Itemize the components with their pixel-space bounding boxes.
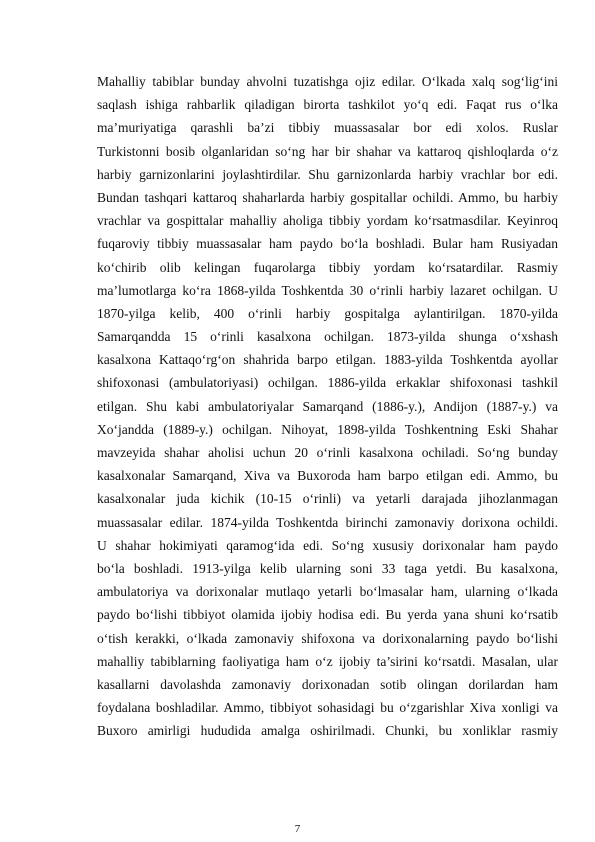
text-line: 1870-yilga kelib, 400 o‘rinli harbiy gospitalga aylantirilgan. 1870-yilda [97, 305, 558, 321]
text-line: Mahalliy tabiblar bunday ahvolni tuzatishga ojiz edilar. O‘lkada xalq sog‘lig‘ini [97, 74, 558, 89]
text-line: saqlash ishiga rahbarlik qiladigan birorta tashkilot yo‘q edi. Faqat rus o‘lka [97, 97, 558, 113]
body-text [97, 70, 558, 742]
text-line: Samarqandda 15 o‘rinli kasalxona ochilgan. 1873-yilda shunga o‘xshash [97, 329, 558, 345]
text-line: kasalxonalar juda kichik (10-15 o‘rinli) va yetarli darajada jihozlanmagan [97, 491, 558, 507]
text-line: paydo bo‘lishi tibbiyot olamida ijobiy hodisa edi. Bu yerda yana shuni ko‘rsatib [97, 607, 558, 623]
text-line: ambulatoriya va dorixonalar mutlaqo yetarli bo‘lmasalar ham, ularning o‘lkada [97, 584, 558, 600]
text-line: fuqaroviy tibbiy muassasalar ham paydo bo‘la boshladi. Bular ham Rusiyadan [97, 236, 558, 252]
text-line: ma’muriyatiga qarashli ba’zi tibbiy muassasalar bor edi xolos. Ruslar [97, 120, 558, 136]
text-line: etilgan. Shu kabi ambulatoriyalar Samarqand (1886-y.), Andijon (1887-y.) va [97, 398, 558, 414]
text-line: Xo‘jandda (1889-y.) ochilgan. Nihoyat, 1898-yilda Toshkentning Eski Shahar [97, 421, 558, 437]
text-line: shifoxonasi (ambulatoriyasi) ochilgan. 1886-yilda erkaklar shifoxonasi tashkil [97, 375, 558, 391]
text-line: ma’lumotlarga ko‘ra 1868-yilda Toshkentda 30 o‘rinli harbiy lazaret ochilgan. U [97, 282, 558, 298]
text-line: Turkistonni bosib olganlaridan so‘ng har bir shahar va kattaroq qishloqlarda o‘z [97, 143, 558, 159]
text-line: mahalliy tabiblarning faoliyatiga ham o‘z ijobiy ta’sirini ko‘rsatdi. Masalan, ular [97, 653, 558, 669]
text-line: ko‘chirib olib kelingan fuqarolarga tibbiy yordam ko‘rsatardilar. Rasmiy [97, 259, 558, 275]
text-line: Buxoro amirligi hududida amalga oshirilmadi. Chunki, bu xonliklar rasmiy [97, 723, 558, 739]
text-line: kasalxonalar Samarqand, Xiva va Buxoroda ham barpo etilgan edi. Ammo, bu [97, 468, 558, 484]
text-line: o‘tish kerakki, o‘lkada zamonaviy shifoxona va dorixonalarning paydo bo‘lishi [97, 630, 558, 646]
text-line: foydalana boshladilar. Ammo, tibbiyot sohasidagi bu o‘zgarishlar Xiva xonligi va [97, 700, 558, 716]
text-line: U shahar hokimiyati qaramog‘ida edi. So‘ng xususiy dorixonalar ham paydo [97, 537, 558, 553]
text-line: mavzeyida shahar aholisi uchun 20 o‘rinli kasalxona ochiladi. So‘ng bunday [97, 445, 558, 460]
text-line: vrachlar va gospittalar mahalliy aholiga tibbiy yordam ko‘rsatmasdilar. Keyinroq [97, 213, 558, 229]
text-line: Bundan tashqari kattaroq shaharlarda harbiy gospitallar ochildi. Ammo, bu harbiy [97, 189, 558, 205]
text-line: kasalxona Kattaqo‘rg‘on shahrida barpo etilgan. 1883-yilda Toshkentda ayollar [97, 352, 558, 368]
text-line: harbiy garnizonlarini joylashtirdilar. Shu garnizonlarda harbiy vrachlar bor edi. [97, 166, 558, 182]
text-line: kasallarni davolashda zamonaviy dorixonadan sotib olingan dorilardan ham [97, 676, 558, 692]
text-line: muassasalar edilar. 1874-yilda Toshkentda birinchi zamonaviy dorixona ochildi. [97, 514, 558, 530]
text-line: bo‘la boshladi. 1913-yilga kelib ularning soni 33 taga yetdi. Bu kasalxona, [97, 560, 558, 576]
page-number: 7 [294, 823, 301, 835]
